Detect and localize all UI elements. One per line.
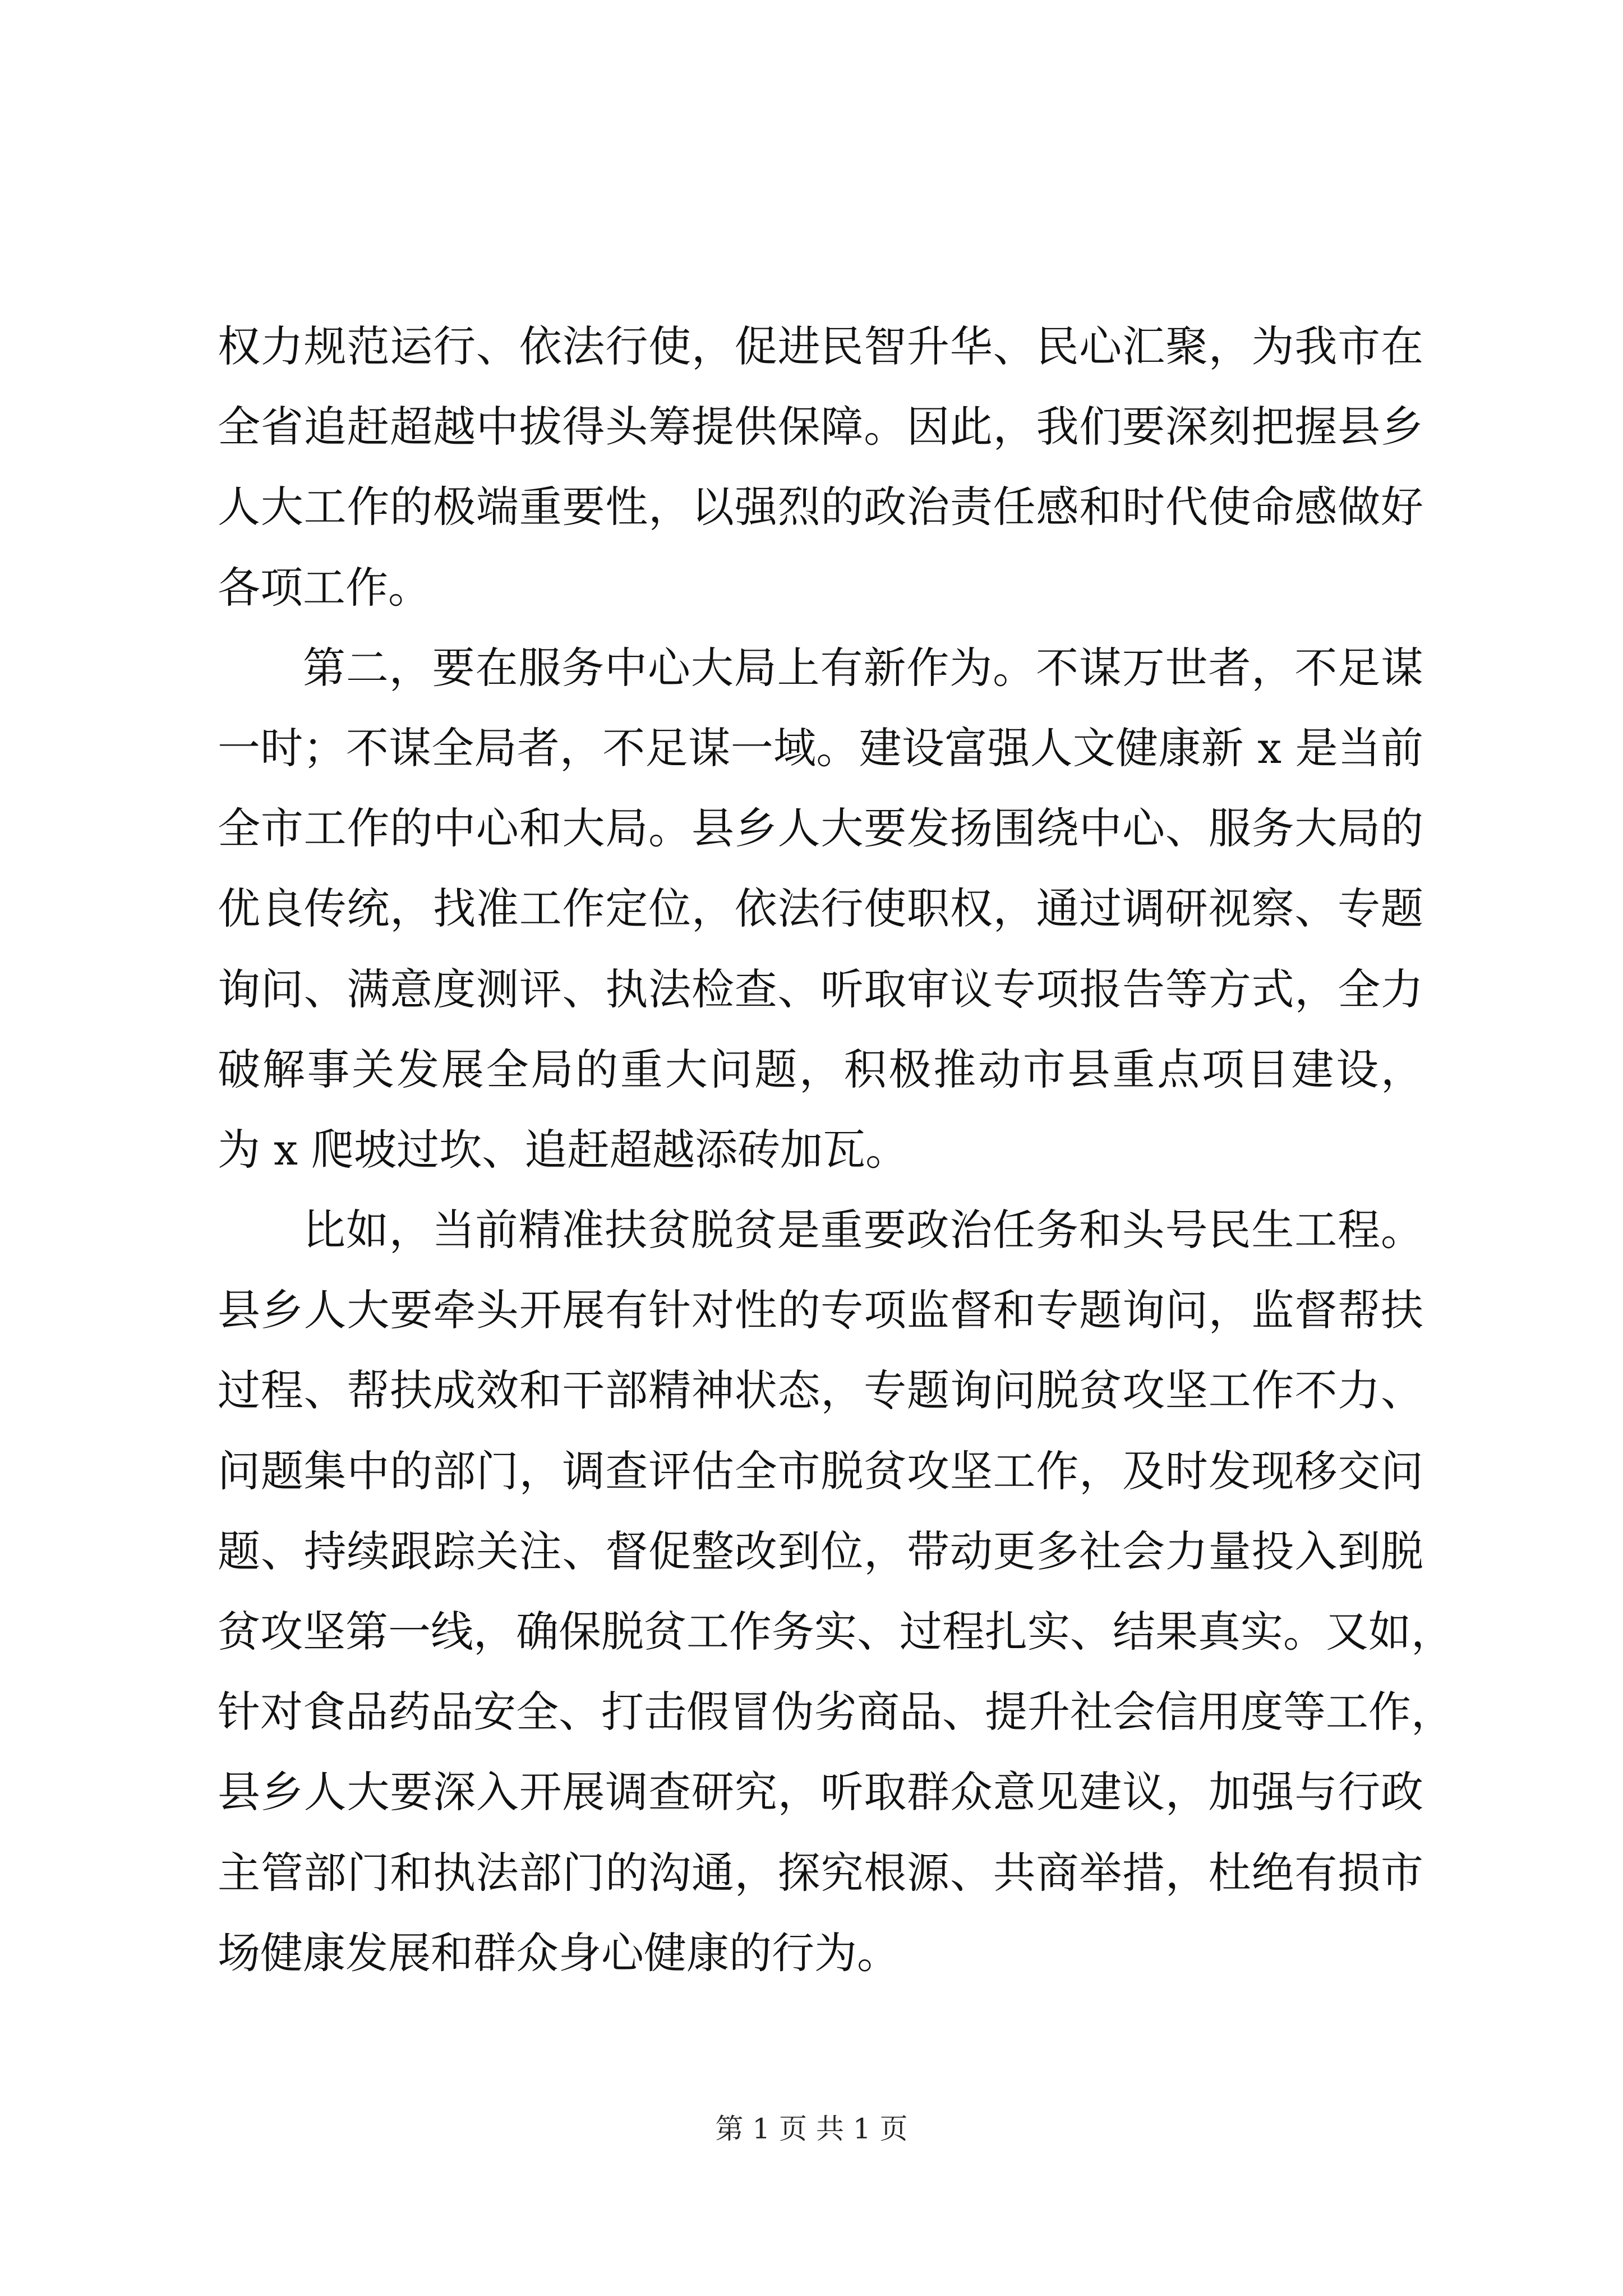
- body-text: [218, 306, 1454, 1993]
- text-line: 优良传统，找准工作定位，依法行使职权，通过调研视察、专题: [218, 884, 1423, 934]
- text-line: 各项工作。: [218, 562, 431, 613]
- page-number-footer: 第 1 页 共 1 页: [715, 2113, 908, 2145]
- text-line: 贫攻坚第一线，确保脱贫工作务实、过程扎实、结果真实。又如，: [218, 1607, 1454, 1657]
- text-line: 人大工作的极端重要性，以强烈的政治责任感和时代使命感做好: [218, 482, 1423, 532]
- text-line: 权力规范运行、依法行使，促进民智升华、民心汇聚，为我市在: [218, 321, 1423, 371]
- text-line: 一时；不谋全局者，不足谋一域。建设富强人文健康新 x 是当前: [218, 723, 1423, 773]
- paragraph-first-line: 比如，当前精准扶贫脱贫是重要政治任务和头号民生工程。: [303, 1205, 1423, 1255]
- text-line: 主管部门和执法部门的沟通，探究根源、共商举措，杜绝有损市: [218, 1847, 1423, 1898]
- text-line: 全省追赶超越中拔得头筹提供保障。因此，我们要深刻把握县乡: [218, 402, 1423, 452]
- text-line: 针对食品药品安全、打击假冒伪劣商品、提升社会信用度等工作，: [218, 1687, 1454, 1737]
- text-line: 为 x 爬坡过坎、追赶超越添砖加瓦。: [218, 1124, 909, 1175]
- text-line: 破解事关发展全局的重大问题，积极推动市县重点项目建设，: [218, 1044, 1423, 1094]
- text-line: 过程、帮扶成效和干部精神状态，专题询问脱贫攻坚工作不力、: [218, 1365, 1423, 1416]
- text-line: 询问、满意度测评、执法检查、听取审议专项报告等方式，全力: [218, 964, 1423, 1014]
- text-line: 县乡人大要深入开展调查研究，听取群众意见建议，加强与行政: [218, 1767, 1423, 1818]
- text-line: 问题集中的部门，调查评估全市脱贫攻坚工作，及时发现移交问: [218, 1446, 1423, 1496]
- text-line: 题、持续跟踪关注、督促整改到位，带动更多社会力量投入到脱: [218, 1526, 1423, 1576]
- text-line: 县乡人大要牵头开展有针对性的专项监督和专题询问，监督帮扶: [218, 1285, 1423, 1336]
- paragraph-first-line: 第二，要在服务中心大局上有新作为。不谋万世者，不足谋: [303, 642, 1423, 693]
- text-line: 全市工作的中心和大局。县乡人大要发扬围绕中心、服务大局的: [218, 803, 1423, 854]
- text-line: 场健康发展和群众身心健康的行为。: [218, 1927, 900, 1978]
